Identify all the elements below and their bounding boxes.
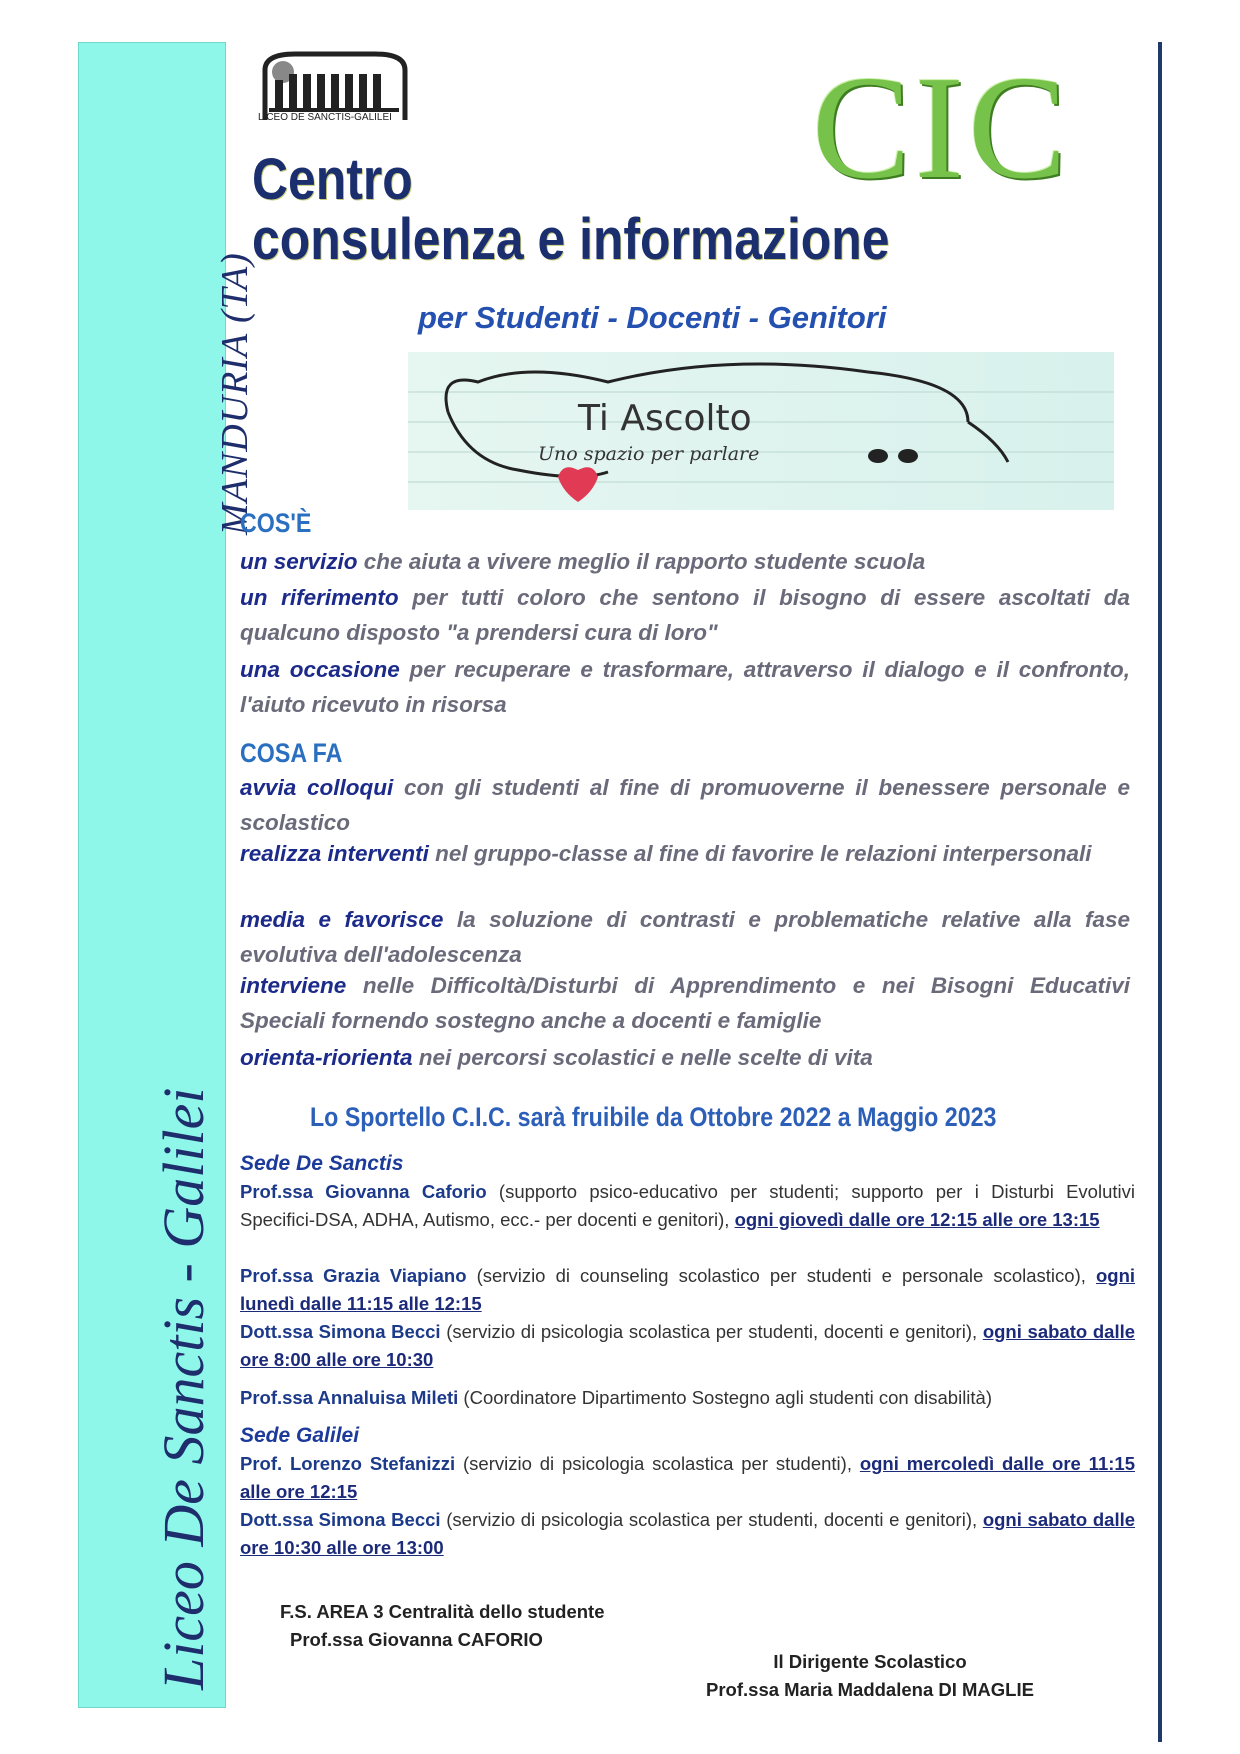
staff-name: Prof.ssa Annaluisa Mileti <box>240 1387 459 1408</box>
ti-ascolto-banner <box>408 352 1114 510</box>
staff-schedule: ogni lunedì dalle 11:15 alle 12:15 <box>240 1265 1136 1314</box>
staff-schedule: ogni sabato dalle ore 8:00 alle ore 10:30 <box>240 1321 1136 1370</box>
subtitle: per Studenti - Docenti - Genitori <box>418 300 887 335</box>
cose-heading: COS'È <box>240 508 312 538</box>
cosafa-keyword: avvia colloqui <box>240 775 394 800</box>
cosafa-text: la soluzione di contrasti e problematiche relative alla fase evolutiva dell'adolescenza <box>240 907 1130 967</box>
cosafa-heading: COSA FA <box>240 738 343 768</box>
footer-right-role: Il Dirigente Scolastico <box>773 1651 967 1672</box>
cosafa-text: nei percorsi scolastici e nelle scelte di vita <box>412 1045 873 1070</box>
staff-name: Prof.ssa Grazia Viapiano <box>240 1265 467 1286</box>
cosafa-keyword: orienta-riorienta <box>240 1045 413 1070</box>
staff-name: Prof.ssa Giovanna Caforio <box>240 1181 487 1202</box>
staff-schedule: ogni giovedì dalle ore 12:15 alle ore 13:15 <box>734 1209 1100 1230</box>
cosafa-item <box>240 770 1130 840</box>
footer-left-role: F.S. AREA 3 Centralità dello studente <box>280 1601 605 1622</box>
footer-right-name: Prof.ssa Maria Maddalena DI MAGLIE <box>706 1679 1034 1700</box>
cosafa-item <box>240 968 1130 1038</box>
staff-name: Prof. Lorenzo Stefanizzi <box>240 1453 456 1474</box>
staff-name: Dott.ssa Simona Becci <box>240 1321 441 1342</box>
staff-desc: (servizio di counseling scolastico per studenti e personale scolastico), <box>466 1265 1096 1286</box>
banner-tagline: Uno spazio per parlare <box>538 443 760 465</box>
banner-title: Ti Ascolto <box>578 398 752 439</box>
right-divider <box>1158 42 1162 1742</box>
footer-left-name: Prof.ssa Giovanna CAFORIO <box>290 1629 543 1650</box>
staff-entry <box>240 1506 1135 1562</box>
cosafa-keyword: realizza interventi <box>240 841 429 866</box>
cosafa-text: nel gruppo-classe al fine di favorire le relazioni interpersonali <box>428 841 1092 866</box>
cose-item <box>240 580 1130 650</box>
cosafa-item <box>240 836 1130 871</box>
cose-item <box>240 544 1130 579</box>
staff-desc: (supporto psico-educativo per studenti; supporto per i Disturbi Evolutivi Specifici-DSA, ADHA, Autismo, ecc.- per docenti e genitori), <box>240 1181 1135 1230</box>
staff-entry <box>240 1262 1135 1318</box>
cose-text: per recuperare e trasformare, attraverso il dialogo e il confronto, l'aiuto ricevuto in risorsa <box>240 657 1130 717</box>
school-name-vertical: Liceo De Sanctis - Galilei <box>151 1087 216 1690</box>
cosafa-text: con gli studenti al fine di promuoverne il benessere personale e scolastico <box>240 775 1130 835</box>
staff-entry <box>240 1318 1135 1374</box>
staff-entry <box>240 1450 1135 1506</box>
cosafa-text: nelle Difficoltà/Disturbi di Apprendimento e nei Bisogni Educativi Speciali fornendo sostegno anche a docenti e famiglie <box>240 973 1130 1033</box>
cosafa-item <box>240 902 1130 972</box>
cose-text: che aiuta a vivere meglio il rapporto studente scuola <box>357 549 926 574</box>
staff-schedule: ogni sabato dalle ore 10:30 alle ore 13:00 <box>240 1509 1136 1558</box>
staff-entry <box>240 1178 1135 1234</box>
staff-desc: (servizio di psicologia scolastica per studenti, docenti e genitori), <box>440 1321 983 1342</box>
sede-galilei-label: Sede Galilei <box>240 1424 360 1447</box>
cose-item <box>240 652 1130 722</box>
cic-acronym: CIC <box>812 46 1071 210</box>
logo-caption: LICEO DE SANCTIS-GALILEI <box>258 112 392 123</box>
staff-desc: (servizio di psicologia scolastica per studenti, docenti e genitori), <box>440 1509 983 1530</box>
cosafa-keyword: interviene <box>240 973 347 998</box>
sportello-notice: Lo Sportello C.I.C. sarà fruibile da Ottobre 2022 a Maggio 2023 <box>310 1102 997 1132</box>
cosafa-keyword: media e favorisce <box>240 907 444 932</box>
title-line-2: consulenza e informazione <box>252 207 890 272</box>
cosafa-item <box>240 1040 1130 1075</box>
staff-desc: (Coordinatore Dipartimento Sostegno agli studenti con disabilità) <box>458 1387 993 1408</box>
sede-desanctis-label: Sede De Sanctis <box>240 1152 404 1175</box>
cose-text: per tutti coloro che sentono il bisogno di essere ascoltati da qualcuno disposto "a prendersi cura di loro" <box>240 585 1130 645</box>
footer-signature-right <box>680 1648 1060 1704</box>
cose-keyword: un servizio <box>240 549 358 574</box>
staff-desc: (servizio di psicologia scolastica per studenti), <box>455 1453 860 1474</box>
cose-keyword: una occasione <box>240 657 400 682</box>
staff-name: Dott.ssa Simona Becci <box>240 1509 441 1530</box>
cose-keyword: un riferimento <box>240 585 399 610</box>
staff-schedule: ogni mercoledì dalle ore 11:15 alle ore 12:15 <box>240 1453 1135 1502</box>
city-vertical: MANDURIA (TA) <box>214 252 256 535</box>
staff-entry <box>240 1384 1135 1412</box>
footer-signature-left <box>280 1598 605 1654</box>
title-line-1: Centro <box>252 147 413 212</box>
